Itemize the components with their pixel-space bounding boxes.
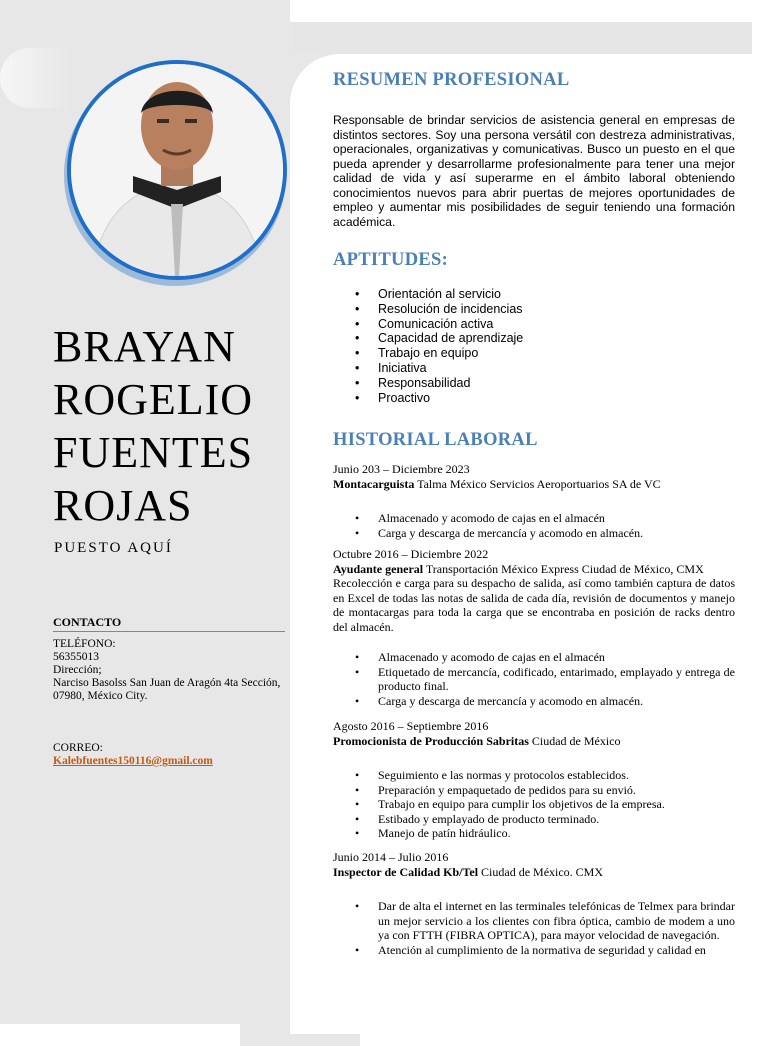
- job-dates: Junio 203 – Diciembre 2023: [333, 462, 470, 476]
- list-item: • Dar de alta el internet en las terminales telefónicas de Telmex para brindar un mejor servicio a los clientes con fibra óptica, cambio de modem a uno ya con FTTH (FIBRA OPTICA), para mayor velocidad de navegación.: [355, 899, 735, 942]
- list-item: • Orientación al servicio: [355, 287, 501, 301]
- job-description: Recolección e carga para su despacho de salida, así como también captura de datos en Excel de todas las notas de salida de cada día, revisión de documentos y manejo de montacargas para toda la carga que se encontraba en posición de racks dentro del almacén.: [333, 576, 735, 634]
- bullet-icon: •: [355, 797, 360, 811]
- name-line-1: BRAYAN: [53, 322, 236, 371]
- bullet-icon: •: [355, 287, 360, 301]
- list-item: • Iniciativa: [355, 360, 427, 375]
- bullet-icon: •: [355, 331, 360, 346]
- list-item: • Comunicación activa: [355, 316, 494, 331]
- list-item: • Atención al cumplimiento de la normativa de seguridad y calidad en: [355, 942, 706, 957]
- skills-heading: APTITUDES:: [333, 250, 449, 270]
- list-item: • Preparación y empaquetado de pedidos para su envió.: [355, 782, 636, 797]
- list-item: • Trabajo en equipo: [355, 346, 479, 361]
- job-dates: Octubre 2016 – Diciembre 2022: [333, 547, 489, 561]
- bullet-icon: •: [355, 346, 360, 361]
- list-item: • Carga y descarga de mercancía y acomodo en almacén.: [355, 693, 644, 708]
- summary-text: Responsable de brindar servicios de asistencia general en empresas de distintos sectores. Soy una persona versátil con destreza administrativas, operacionales, organizativas y comunicativas. Busco un puesto en el que pueda aprender y desarrollarme profesionalmente para tener una mejor calidad de vida y así superarme en el ámbito laboral obteniendo conocimientos nuevos para abrir puertas de mejores oportunidades de empleo y aumentar mis posibilidades de seguir teniendo una formación académica.: [333, 113, 735, 229]
- candidate-name: [53, 320, 283, 532]
- list-item: • Manejo de patín hidráulico.: [355, 826, 511, 840]
- job-company: Ciudad de México. CMX: [478, 864, 604, 879]
- bullet-icon: •: [355, 650, 360, 664]
- job-dates: Junio 2014 – Julio 2016: [333, 850, 449, 864]
- address-line-1: Narciso Basolss San Juan de Aragón 4ta Sección,: [53, 677, 281, 689]
- list-item: • Trabajo en equipo para cumplir los objetivos de la empresa.: [355, 797, 665, 811]
- bullet-icon: •: [355, 375, 360, 390]
- position-title: PUESTO AQUÍ: [54, 540, 173, 556]
- email-label: CORREO:: [53, 742, 103, 754]
- profile-photo: [67, 60, 287, 280]
- list-item: • Almacenado y acomodo de cajas en el almacén: [355, 650, 605, 664]
- phone-label: TELÉFONO:: [53, 638, 116, 650]
- address-line-2: 07980, México City.: [53, 690, 148, 702]
- list-item: • Seguimiento e las normas y protocolos establecidos.: [355, 768, 629, 782]
- bullet-icon: •: [355, 360, 360, 375]
- person-photo-icon: [71, 64, 283, 276]
- list-item: • Almacenado y acomodo de cajas en el almacén: [355, 511, 605, 525]
- address-label: Dirección;: [53, 664, 102, 676]
- list-item: • Proactivo: [355, 390, 431, 405]
- bullet-icon: •: [355, 664, 360, 679]
- list-item: • Responsabilidad: [355, 375, 471, 390]
- bullet-icon: •: [355, 525, 360, 540]
- job-entry: [333, 547, 735, 708]
- job-bullets: [333, 511, 735, 540]
- list-item: • Capacidad de aprendizaje: [355, 331, 524, 346]
- job-company: Transportación México Express Ciudad de México, CMX: [423, 561, 704, 576]
- bullet-icon: •: [355, 390, 360, 405]
- job-entry: [333, 850, 735, 957]
- sidebar-highlight: [0, 48, 70, 108]
- name-line-4: ROJAS: [53, 481, 193, 530]
- skills-list: [333, 287, 523, 405]
- job-bullets: [333, 899, 735, 957]
- bullet-icon: •: [355, 301, 360, 316]
- bullet-icon: •: [355, 511, 360, 525]
- list-item: • Carga y descarga de mercancía y acomodo en almacén.: [355, 525, 644, 540]
- top-band: [290, 22, 752, 54]
- job-entry: [333, 719, 735, 841]
- bullet-icon: •: [355, 768, 360, 782]
- bullet-icon: •: [355, 811, 360, 826]
- job-company: Talma México Servicios Aeroportuarios SA de VC: [414, 476, 661, 491]
- bullet-icon: •: [355, 899, 360, 913]
- job-bullets: [333, 768, 735, 841]
- bullet-icon: •: [355, 693, 360, 708]
- job-company: Ciudad de México: [528, 733, 621, 748]
- contact-heading: CONTACTO: [53, 615, 122, 629]
- job-title: Ayudante general: [333, 561, 424, 576]
- name-line-3: FUENTES: [53, 428, 254, 477]
- name-line-2: ROGELIO: [53, 375, 254, 424]
- contact-block: [53, 638, 289, 768]
- bullet-icon: •: [355, 316, 360, 331]
- list-item: • Estibado y emplayado de producto terminado.: [355, 811, 600, 826]
- contact-divider: [53, 631, 285, 632]
- job-bullets: [333, 650, 735, 708]
- summary-heading: RESUMEN PROFESIONAL: [333, 70, 570, 90]
- bullet-icon: •: [355, 782, 360, 797]
- phone-value: 56355013: [53, 651, 99, 663]
- job-title: Promocionista de Producción Sabritas: [333, 733, 529, 748]
- job-title: Montacarguista: [333, 476, 415, 491]
- job-dates: Agosto 2016 – Septiembre 2016: [333, 719, 489, 733]
- history-heading: HISTORIAL LABORAL: [333, 430, 538, 450]
- bullet-icon: •: [355, 942, 360, 957]
- list-item: • Etiquetado de mercancía, codificado, entarimado, emplayado y entrega de producto final.: [355, 664, 735, 693]
- job-entry: [333, 462, 735, 540]
- bullet-icon: •: [355, 826, 360, 840]
- job-title: Inspector de Calidad Kb/Tel: [333, 864, 479, 879]
- list-item: • Resolución de incidencias: [355, 301, 523, 316]
- email-link[interactable]: Kalebfuentes150116@gmail.com: [53, 755, 213, 767]
